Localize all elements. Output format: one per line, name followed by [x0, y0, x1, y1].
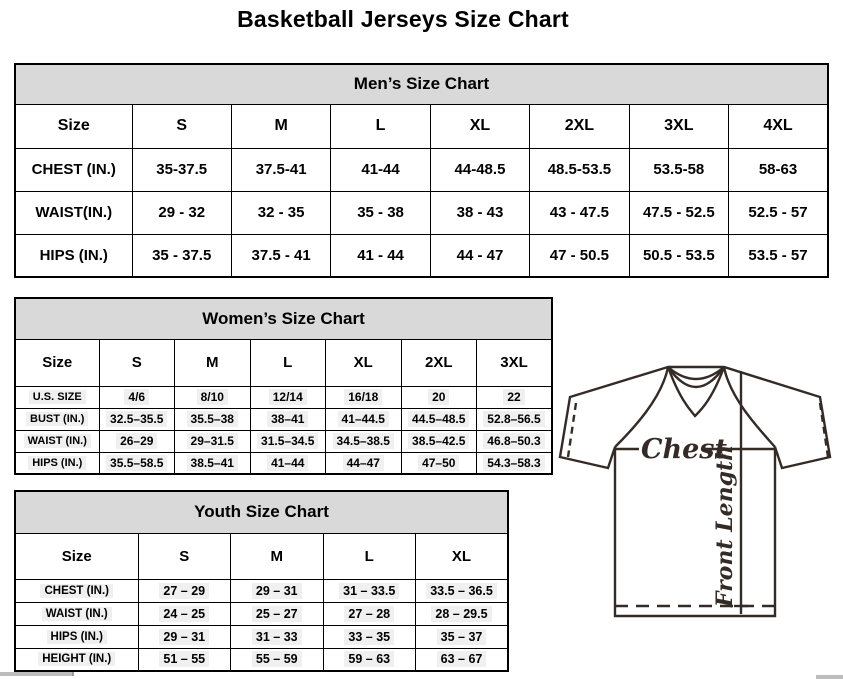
size-cell: 50.5 - 53.5 — [629, 234, 728, 277]
size-cell: 27 – 28 — [323, 602, 416, 625]
column-header: S — [138, 533, 231, 579]
youth-size-table — [14, 490, 509, 672]
size-cell: 29 – 31 — [138, 625, 231, 648]
table-row — [15, 579, 508, 602]
column-header: 2XL — [401, 339, 477, 386]
column-header: L — [250, 339, 326, 386]
table-row — [15, 625, 508, 648]
size-cell: 54.3–58.3 — [477, 452, 553, 474]
size-cell: 52.8–56.5 — [477, 408, 553, 430]
size-cell: 35-37.5 — [132, 148, 231, 191]
size-cell: 51 – 55 — [138, 648, 231, 671]
jersey-outline-icon — [556, 358, 840, 628]
size-cell: 32 - 35 — [231, 191, 330, 234]
size-cell: 55 – 59 — [231, 648, 324, 671]
row-label: U.S. SIZE — [15, 386, 99, 408]
size-cell: 8/10 — [175, 386, 251, 408]
size-cell: 38 - 43 — [430, 191, 529, 234]
size-cell: 35 - 37.5 — [132, 234, 231, 277]
size-cell: 44.5–48.5 — [401, 408, 477, 430]
table-row — [15, 148, 828, 191]
column-header: L — [323, 533, 416, 579]
table-row — [15, 430, 552, 452]
table-row — [15, 191, 828, 234]
size-cell: 31.5–34.5 — [250, 430, 326, 452]
column-header: M — [175, 339, 251, 386]
header-row — [15, 339, 552, 386]
size-cell: 52.5 - 57 — [729, 191, 828, 234]
size-cell: 43 - 47.5 — [530, 191, 629, 234]
chest-label: Chest — [641, 434, 727, 465]
size-cell: 35.5–58.5 — [99, 452, 175, 474]
size-cell: 38–41 — [250, 408, 326, 430]
size-cell: 27 – 29 — [138, 579, 231, 602]
size-cell: 44–47 — [326, 452, 402, 474]
row-label: WAIST (IN.) — [15, 602, 138, 625]
table-row — [15, 234, 828, 277]
column-header: M — [231, 104, 330, 148]
column-header: S — [99, 339, 175, 386]
size-cell: 41 - 44 — [331, 234, 430, 277]
column-header: XL — [416, 533, 509, 579]
header-row — [15, 533, 508, 579]
size-cell: 29–31.5 — [175, 430, 251, 452]
size-cell: 29 – 31 — [231, 579, 324, 602]
row-label: HEIGHT (IN.) — [15, 648, 138, 671]
column-header: L — [331, 104, 430, 148]
size-cell: 59 – 63 — [323, 648, 416, 671]
row-label: WAIST(IN.) — [15, 191, 132, 234]
table-row — [15, 408, 552, 430]
size-cell: 26–29 — [99, 430, 175, 452]
size-cell: 37.5-41 — [231, 148, 330, 191]
front-length-label: Front Length — [712, 444, 738, 608]
column-header: XL — [326, 339, 402, 386]
header-row — [15, 104, 828, 148]
page-title: Basketball Jerseys Size Chart — [237, 6, 569, 32]
size-cell: 29 - 32 — [132, 191, 231, 234]
column-header: S — [132, 104, 231, 148]
table-title: Men’s Size Chart — [15, 64, 828, 104]
horizontal-scrollbar-fragment[interactable] — [0, 672, 74, 676]
womens-size-table — [14, 297, 553, 475]
size-cell: 31 – 33 — [231, 625, 324, 648]
column-header: 2XL — [530, 104, 629, 148]
horizontal-scrollbar-fragment[interactable] — [816, 675, 843, 679]
size-cell: 38.5–41 — [175, 452, 251, 474]
size-cell: 20 — [401, 386, 477, 408]
size-cell: 53.5-58 — [629, 148, 728, 191]
size-cell: 41–44.5 — [326, 408, 402, 430]
size-cell: 35 - 38 — [331, 191, 430, 234]
table-row — [15, 648, 508, 671]
row-label: HIPS (IN.) — [15, 234, 132, 277]
row-label: WAIST (IN.) — [15, 430, 99, 452]
column-header: Size — [15, 533, 138, 579]
column-header: XL — [430, 104, 529, 148]
size-cell: 22 — [477, 386, 553, 408]
size-cell: 63 – 67 — [416, 648, 509, 671]
jersey-measurement-diagram — [556, 358, 840, 628]
size-cell: 28 – 29.5 — [416, 602, 509, 625]
table-row — [15, 602, 508, 625]
size-cell: 47 - 50.5 — [530, 234, 629, 277]
size-cell: 47.5 - 52.5 — [629, 191, 728, 234]
column-header: Size — [15, 339, 99, 386]
row-label: CHEST (IN.) — [15, 148, 132, 191]
size-cell: 4/6 — [99, 386, 175, 408]
table-row — [15, 386, 552, 408]
column-header: M — [231, 533, 324, 579]
column-header: 3XL — [629, 104, 728, 148]
mens-size-table — [14, 63, 829, 278]
size-cell: 12/14 — [250, 386, 326, 408]
size-cell: 33 – 35 — [323, 625, 416, 648]
size-cell: 33.5 – 36.5 — [416, 579, 509, 602]
size-cell: 41–44 — [250, 452, 326, 474]
size-cell: 35 – 37 — [416, 625, 509, 648]
size-cell: 44-48.5 — [430, 148, 529, 191]
size-cell: 35.5–38 — [175, 408, 251, 430]
size-cell: 47–50 — [401, 452, 477, 474]
column-header: 4XL — [729, 104, 828, 148]
column-header: Size — [15, 104, 132, 148]
size-cell: 53.5 - 57 — [729, 234, 828, 277]
size-cell: 25 – 27 — [231, 602, 324, 625]
size-cell: 32.5–35.5 — [99, 408, 175, 430]
size-cell: 31 – 33.5 — [323, 579, 416, 602]
row-label: HIPS (IN.) — [15, 625, 138, 648]
size-cell: 37.5 - 41 — [231, 234, 330, 277]
size-cell: 58-63 — [729, 148, 828, 191]
table-title: Women’s Size Chart — [15, 298, 552, 339]
column-header: 3XL — [477, 339, 553, 386]
table-row — [15, 452, 552, 474]
size-cell: 46.8–50.3 — [477, 430, 553, 452]
size-cell: 34.5–38.5 — [326, 430, 402, 452]
size-cell: 16/18 — [326, 386, 402, 408]
size-cell: 44 - 47 — [430, 234, 529, 277]
row-label: BUST (IN.) — [15, 408, 99, 430]
row-label: CHEST (IN.) — [15, 579, 138, 602]
size-cell: 24 – 25 — [138, 602, 231, 625]
size-cell: 41-44 — [331, 148, 430, 191]
row-label: HIPS (IN.) — [15, 452, 99, 474]
size-cell: 38.5–42.5 — [401, 430, 477, 452]
size-cell: 48.5-53.5 — [530, 148, 629, 191]
table-title: Youth Size Chart — [15, 491, 508, 533]
